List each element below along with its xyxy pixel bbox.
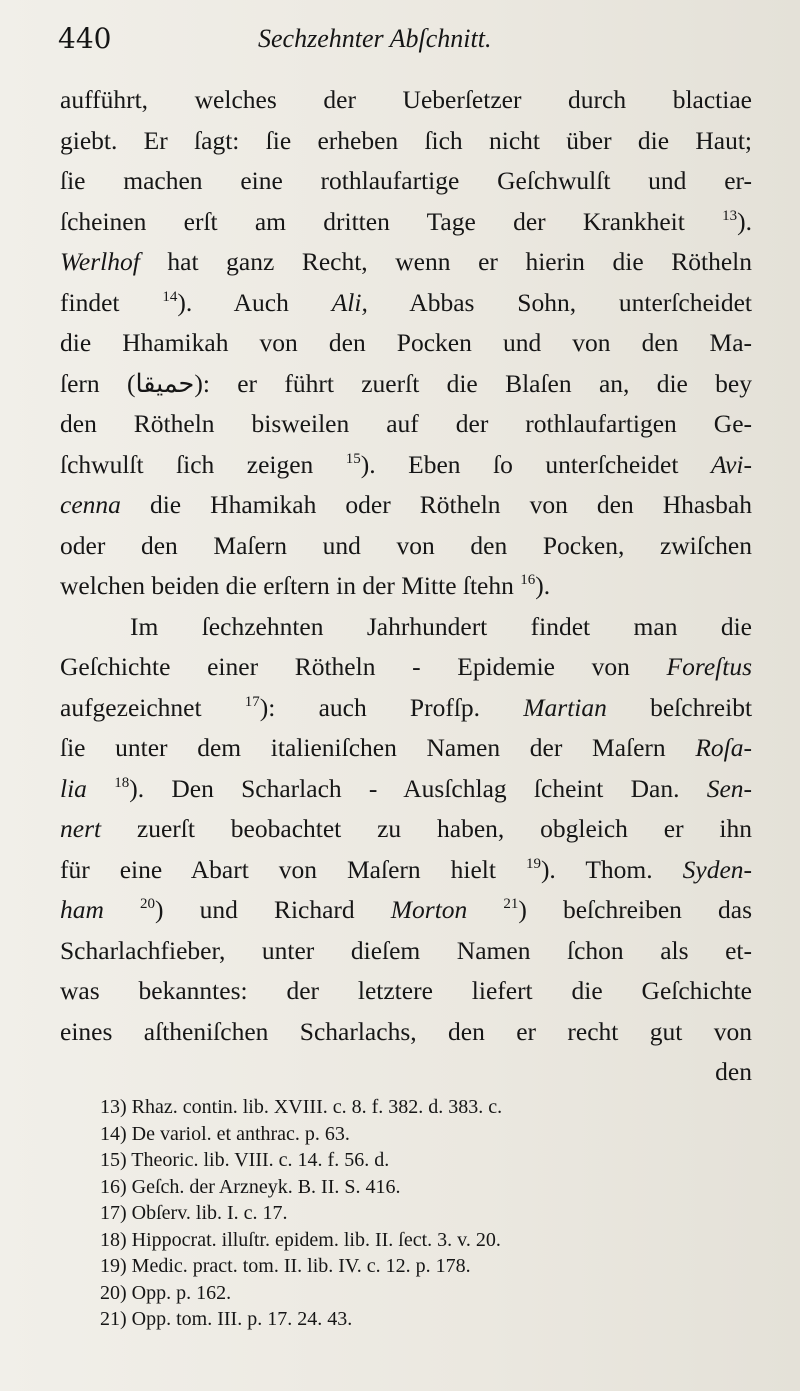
footnote: 20) Opp. p. 162. bbox=[100, 1281, 232, 1304]
footnote: 14) De variol. et anthrac. p. 63. bbox=[100, 1122, 350, 1145]
footnote: 15) Theoric. lib. VIII. c. 14. f. 56. d. bbox=[100, 1149, 390, 1171]
text-line: cenna die Hhamikah oder Rötheln von den Hhasbah bbox=[60, 490, 752, 519]
text-line: aufgezeichnet $^{17}$): auch Profſp. Martian beſchreibt bbox=[60, 692, 753, 722]
footnote-ref: 17 bbox=[244, 693, 260, 710]
footnote: 13) Rhaz. contin. lib. XVIII. c. 8. f. 382. d. 383. c. bbox=[100, 1096, 503, 1118]
footnote: 18) Hippocrat. illuſtr. epidem. lib. II. ſect. 3. v. 20. bbox=[100, 1228, 501, 1251]
italic-name: Werlhof bbox=[60, 247, 140, 276]
footnote: 21) Opp. tom. III. p. 17. 24. 43. bbox=[100, 1308, 353, 1330]
text-line: ſchwulſt ſich zeigen $^{15}$). Eben ſo unterſcheidet Avi- bbox=[60, 449, 753, 479]
text-line: ſern (حميقا): er führt zuerſt die Blaſen an, die bey bbox=[60, 368, 752, 398]
italic-name: cenna bbox=[60, 490, 121, 519]
text-line: welchen beiden die erſtern in der Mitte ſtehn $^{16}$). bbox=[60, 571, 551, 600]
text-line: findet $^{14}$). Auch Ali, Abbas Sohn, unterſcheidet bbox=[60, 287, 753, 317]
text-line: den Rötheln bisweilen auf der rothlaufartigen Ge- bbox=[60, 409, 752, 438]
text-line: ſie unter dem italieniſchen Namen der Maſern Roſa- bbox=[60, 733, 752, 762]
italic-name: ham bbox=[60, 895, 104, 924]
italic-name: Sen- bbox=[706, 773, 753, 803]
italic-name: Martian bbox=[523, 692, 607, 722]
italic-name: Morton bbox=[390, 895, 468, 924]
page-header bbox=[58, 18, 758, 58]
italic-name: Roſa- bbox=[695, 733, 752, 762]
footnote-ref: 19 bbox=[525, 855, 541, 872]
text-line: Geſchichte einer Rötheln - Epidemie von Foreſtus bbox=[60, 652, 753, 681]
footnote-ref: 20 bbox=[140, 896, 156, 912]
text-line: Werlhof hat ganz Recht, wenn er hierin die Rötheln bbox=[60, 247, 752, 276]
footnote: 16) Geſch. der Arzneyk. B. II. S. 416. bbox=[100, 1175, 401, 1198]
footnote-ref: 18 bbox=[114, 774, 130, 791]
catchword: den bbox=[715, 1057, 752, 1086]
italic-name: Ali, bbox=[331, 287, 368, 317]
footnote-ref: 14 bbox=[162, 288, 178, 305]
text-line: Scharlachfieber, unter dieſem Namen ſchon als et- bbox=[60, 935, 752, 965]
text-line: giebt. Er ſagt: ſie erheben ſich nicht über die Haut; bbox=[60, 125, 752, 155]
text-line: oder den Maſern und von den Pocken, zwiſchen bbox=[60, 530, 752, 560]
page-number: 440 bbox=[58, 22, 112, 55]
footnote-ref: 16 bbox=[520, 572, 536, 588]
footnote: 19) Medic. pract. tom. II. lib. IV. c. 12. p. 178. bbox=[100, 1255, 471, 1277]
text-line: Im ſechzehnten Jahrhundert findet man die bbox=[130, 611, 752, 641]
italic-name: Syden- bbox=[682, 854, 753, 884]
text-line: ham $^{20}$) und Richard Morton $^{21}$) beſchreiben das bbox=[60, 895, 752, 924]
text-line: für eine Abart von Maſern hielt $^{19}$). Thom. Syden- bbox=[60, 854, 753, 884]
footnote: 17) Obſerv. lib. I. c. 17. bbox=[100, 1202, 288, 1224]
text-line: aufführt, welches der Ueberſetzer durch blactiae bbox=[60, 85, 752, 114]
italic-name: lia bbox=[60, 773, 87, 803]
text-line: ſie machen eine rothlaufartige Geſchwulſt und er- bbox=[60, 166, 752, 195]
italic-name: Foreſtus bbox=[666, 652, 753, 681]
text-line: was bekanntes: der letztere liefert die Geſchichte bbox=[60, 976, 752, 1005]
footnotes bbox=[100, 1094, 760, 1333]
footnote-ref: 13 bbox=[722, 207, 738, 224]
italic-name: nert bbox=[60, 814, 102, 843]
running-head: Sechzehnter Abſchnitt. bbox=[258, 24, 492, 53]
footnote-ref: 21 bbox=[503, 896, 519, 912]
italic-name: Avi- bbox=[710, 449, 753, 479]
text-line: eines aſtheniſchen Scharlachs, den er recht gut von bbox=[60, 1016, 752, 1046]
text-line: nert zuerſt beobachtet zu haben, obgleich er ihn bbox=[60, 814, 752, 843]
text-line: die Hhamikah von den Pocken und von den Ma- bbox=[60, 328, 752, 357]
footnote-ref: 15 bbox=[345, 450, 361, 467]
text-line: lia $^{18}$). Den Scharlach - Ausſchlag ſcheint Dan. Sen- bbox=[60, 773, 753, 803]
body-text bbox=[60, 80, 752, 1093]
text-line: ſcheinen erſt am dritten Tage der Krankheit $^{13}$). bbox=[60, 206, 752, 236]
